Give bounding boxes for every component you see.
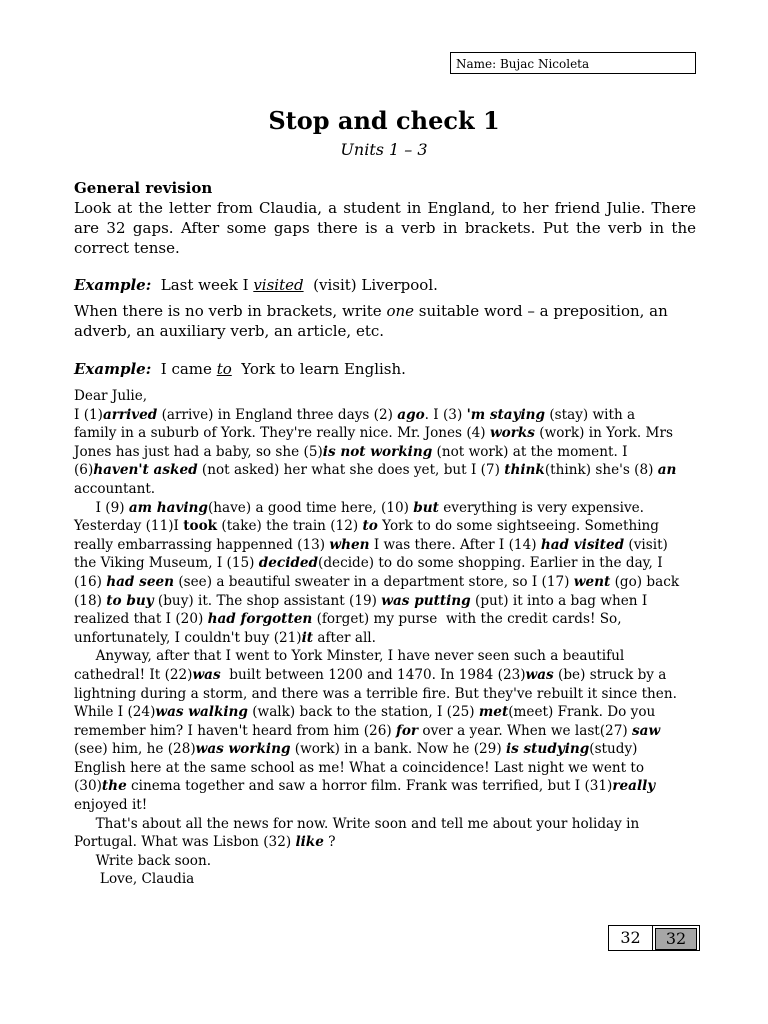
letter-text-segment: the Viking Museum, I (15) [74,555,259,572]
letter-text-segment: Write back soon. [74,852,212,869]
answer-text: was working [195,741,291,758]
letter-text-segment: really embarrassing happenned (13) [74,536,330,553]
letter-text-segment: family in a suburb of York. They're really nice. Mr. Jones (4) [74,425,490,442]
letter-text-segment: (go) back [610,573,680,590]
example-2-before: I came [151,360,217,378]
letter-line [74,740,699,759]
letter-line [74,517,699,536]
letter-line [74,592,699,611]
answer-text: to [362,518,378,535]
letter-text-segment: Portugal. What was Lisbon (32) [74,834,296,851]
letter-line [74,629,699,648]
letter-text-segment: (18) [74,592,107,609]
letter-text-segment: York to do some sightseeing. Something [377,518,659,535]
answer-text: but [413,499,439,516]
letter-line [74,480,699,499]
answer-text: was [525,666,554,683]
letter-text-segment: (take) the train (12) [217,518,363,535]
letter-text-segment: (16) [74,573,107,590]
letter-text-segment: (not work) at the moment. I [432,443,628,460]
letter-text-segment: cinema together and saw a horror film. Frank was terrified, but I (31) [126,778,613,795]
letter-line [74,870,699,889]
letter-text-segment: (see) a beautiful sweater in a department store, so I (17) [174,573,574,590]
answer-text: had seen [106,573,174,590]
letter-text-segment: (work) in a bank. Now he (29) [290,741,506,758]
page-subtitle: Units 1 – 3 [340,140,428,159]
letter-line [74,852,699,871]
answer-text: to buy [106,592,154,609]
example-1-answer: visited [253,276,304,294]
letter-line [74,406,699,425]
letter-line [74,796,699,815]
letter-text-segment: realized that I (20) [74,611,208,628]
letter-line [74,815,699,834]
letter-text-segment: (forget) my purse with the credit cards! So, [312,611,622,628]
letter-line [74,536,699,555]
letter-line [74,573,699,592]
letter-text-segment: accountant. [74,480,156,497]
letter-text-segment: (have) a good time here, (10) [207,499,414,516]
letter-text-segment: Dear Julie, [74,388,148,404]
letter-line [74,443,699,462]
example-1-after: (visit) Liverpool. [303,276,438,294]
letter-text-segment: (walk) back to the station, I (25) [247,704,479,721]
letter-line [74,461,699,480]
letter-text-segment: (put) it into a bag when I [470,592,648,609]
letter-text-segment: everything is very expensive. [438,499,644,516]
letter-text-segment: enjoyed it! [74,797,148,814]
rule-part-2: suitable word – a preposition, an adverb, an auxiliary verb, an article, etc. [74,302,668,340]
page-number-highlighted: 32 [655,928,697,950]
letter-text [74,387,699,889]
letter-text-segment: (visit) [624,536,668,553]
bold-answer-text: took [183,518,218,535]
letter-text-segment: (not asked) her what she does yet, but I (7) [197,462,505,479]
answer-text: think [504,462,545,479]
page-number-box [608,925,700,951]
letter-text-segment: While I (24) [74,704,156,721]
answer-text: met [478,704,509,721]
answer-text: 'm staying [466,406,546,423]
letter-text-segment: over a year. When we last(27) [418,722,632,739]
example-1-label: Example: [74,276,152,294]
answer-text: an [657,462,677,479]
letter-text-segment: unfortunately, I couldn't buy (21) [74,629,302,646]
letter-text-segment: ? [323,834,336,851]
answer-text: when [329,536,370,553]
letter-line [74,424,699,443]
revision-instructions: Look at the letter from Claudia, a student in England, to her friend Julie. There are 32 gaps. After some gaps there is a verb in brackets. Put the verb in the correct tense. [74,199,696,257]
page-title: Stop and check 1 [268,106,500,135]
letter-text-segment: Anyway, after that I went to York Minster, I have never seen such a beautiful [74,648,625,665]
letter-text-segment: Love, Claudia [74,871,195,888]
answer-text: haven't asked [93,462,198,479]
letter-text-segment: (see) him, he (28) [74,741,196,758]
letter-text-segment: (study) [589,741,638,758]
letter-line [74,554,699,573]
revision-heading: General revision [74,179,213,197]
answer-text: arrived [102,406,158,423]
letter-line [74,703,699,722]
example-1 [74,275,696,295]
example-2 [74,359,696,379]
letter-text-segment: I was there. After I (14) [369,536,541,553]
name-box [450,52,696,74]
letter-text-segment: lightning during a storm, and there was a terrible fire. But they've rebuilt it since then. [74,685,677,702]
answer-text: saw [631,722,661,739]
letter-text-segment: cathedral! It (22) [74,666,193,683]
answer-text: ago [397,406,425,423]
example-1-before: Last week I [151,276,254,294]
letter-line [74,777,699,796]
letter-text-segment: Jones has just had a baby, so she (5) [74,443,323,460]
letter-text-segment: (work) in York. Mrs [534,425,673,442]
answer-text: went [573,573,611,590]
answer-text: the [101,778,127,795]
letter-text-segment: (meet) Frank. Do you [508,704,656,721]
letter-line [74,666,699,685]
letter-text-segment: after all. [313,629,376,646]
instruction-rule [74,301,696,341]
letter-text-segment: That's about all the news for now. Write soon and tell me about your holiday in [74,815,640,832]
example-2-answer: to [216,360,232,378]
letter-line [74,499,699,518]
letter-line [74,685,699,704]
letter-text-segment: English here at the same school as me! What a coincidence! Last night we went to [74,759,645,776]
example-2-after: York to learn English. [231,360,406,378]
letter-text-segment: built between 1200 and 1470. In 1984 (23) [220,666,526,683]
letter-line [74,387,699,406]
name-label: Name: Bujac Nicoleta [456,57,590,71]
rule-part-1: When there is no verb in brackets, write [74,302,387,320]
letter-text-segment: I (1) [74,406,103,423]
letter-text-segment: . I (3) [424,406,467,423]
letter-text-segment: (stay) with a [545,406,636,423]
answer-text: really [612,778,656,795]
letter-text-segment: (arrive) in England three days (2) [157,406,398,423]
letter-text-segment: (think) she's (8) [544,462,658,479]
answer-text: was walking [155,704,248,721]
answer-text: works [489,425,535,442]
letter-line [74,610,699,629]
answer-text: had visited [540,536,625,553]
answer-text: for [395,722,419,739]
page-number: 32 [609,926,653,950]
letter-text-segment: (buy) it. The shop assistant (19) [153,592,382,609]
letter-text-segment: (be) struck by a [553,666,667,683]
letter-text-segment: (30) [74,778,102,795]
answer-text: it [301,629,314,646]
letter-line [74,833,699,852]
letter-line [74,647,699,666]
letter-line [74,759,699,778]
answer-text: had forgotten [207,611,313,628]
answer-text: was putting [381,592,471,609]
letter-text-segment: I (9) [74,499,129,516]
answer-text: is not working [322,443,433,460]
letter-text-segment: (6) [74,462,94,479]
answer-text: like [295,834,324,851]
answer-text: was [192,666,221,683]
answer-text: am having [128,499,208,516]
answer-text: is studying [505,741,590,758]
rule-emphasis: one [386,302,415,320]
answer-text: decided [258,555,319,572]
letter-line [74,722,699,741]
example-2-label: Example: [74,360,152,378]
letter-text-segment: remember him? I haven't heard from him (26) [74,722,396,739]
letter-text-segment: (decide) to do some shopping. Earlier in the day, I [318,555,663,572]
letter-text-segment: Yesterday (11)I [74,518,184,535]
